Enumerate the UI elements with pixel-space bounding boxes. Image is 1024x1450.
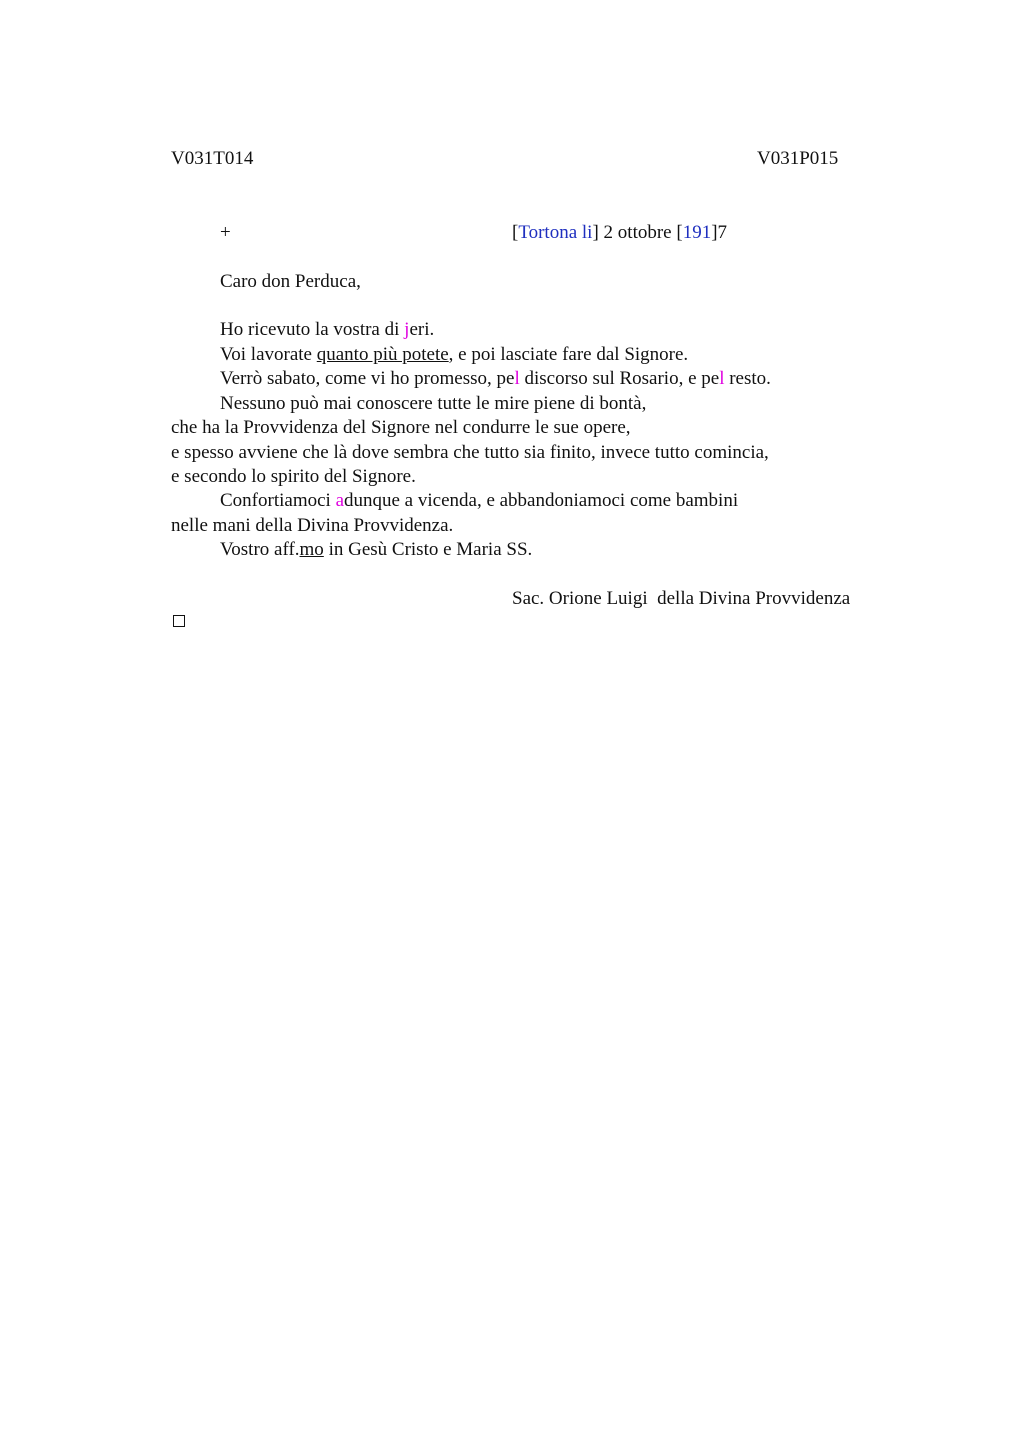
correction-mark: a	[335, 490, 344, 511]
correction-mark: l	[719, 368, 725, 389]
closing-text-b: in Gesù Cristo e Maria SS.	[323, 539, 533, 560]
signature: Sac. Orione Luigi della Divina Provvidenza	[512, 588, 851, 609]
cross-symbol: +	[220, 222, 231, 243]
body-line-3-text-c: resto.	[724, 368, 771, 389]
doc-code-left: V031T014	[171, 148, 254, 169]
body-line-4: Nessuno può mai conoscere tutte le mire piene di bontà,	[220, 393, 647, 414]
closing-text-a: Vostro aff.	[220, 539, 300, 560]
body-line-3-text-a: Verrò sabato, come vi ho promesso, pe	[220, 368, 515, 389]
body-line-8	[220, 489, 738, 513]
salutation: Caro don Perduca,	[220, 271, 361, 292]
doc-code-right: V031P015	[757, 148, 839, 169]
closing-line	[220, 538, 532, 562]
date-year-part: 191	[682, 222, 712, 243]
body-line-8-text-b: dunque a vicenda, e abbandoniamoci come bambini	[344, 490, 739, 511]
body-line-9: nelle mani della Divina Provvidenza.	[171, 515, 454, 536]
body-line-3-text-b: discorso sul Rosario, e pe	[519, 368, 720, 389]
body-line-2-text-a: Voi lavorate	[220, 344, 317, 365]
body-line-6: e spesso avviene che là dove sembra che tutto sia finito, invece tutto comincia,	[171, 442, 769, 463]
date-day-month: ] 2 ottobre [	[592, 222, 683, 243]
body-line-1	[220, 318, 434, 342]
underlined-phrase: quanto più potete	[316, 344, 449, 365]
body-line-8-text-a: Confortiamoci	[220, 490, 336, 511]
body-line-2	[220, 343, 688, 367]
correction-mark: l	[514, 368, 520, 389]
underlined-abbrev: mo	[299, 539, 324, 560]
date-bracket: [	[512, 222, 519, 243]
body-line-5: che ha la Provvidenza del Signore nel condurre le sue opere,	[171, 417, 631, 438]
date-place: Tortona li	[518, 222, 593, 243]
body-line-2-text-b: , e poi lasciate fare dal Signore.	[448, 344, 689, 365]
letter-date	[512, 221, 727, 245]
body-line-7: e secondo lo spirito del Signore.	[171, 466, 416, 487]
body-line-1-text-b: eri.	[409, 319, 435, 340]
empty-square-icon	[173, 615, 185, 627]
date-year-tail: ]7	[711, 222, 728, 243]
correction-mark: j	[404, 319, 410, 340]
body-line-1-text-a: Ho ricevuto la vostra di	[220, 319, 405, 340]
body-line-3	[220, 367, 771, 391]
